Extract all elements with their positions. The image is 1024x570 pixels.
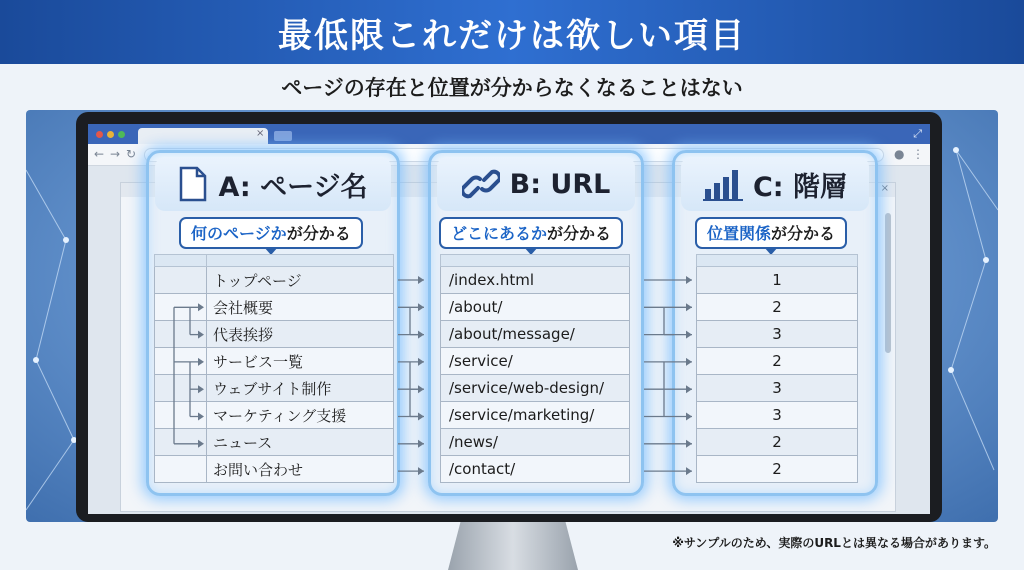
table-row <box>697 321 858 348</box>
url-cell: /service/ <box>441 348 630 375</box>
expand-icon[interactable]: ⤢ <box>913 127 922 140</box>
page-name-cell: トップページ <box>207 267 394 294</box>
table-row <box>697 267 858 294</box>
table-row <box>155 348 394 375</box>
url-table <box>440 254 630 483</box>
level-cell: 3 <box>697 402 858 429</box>
avatar-icon[interactable]: ● <box>894 147 905 161</box>
column-a-label-highlight: 何のページか <box>191 224 287 243</box>
minimize-dot-icon[interactable] <box>107 131 114 138</box>
table-row <box>441 294 630 321</box>
level-cell: 2 <box>697 429 858 456</box>
column-c-label-highlight: 位置関係 <box>707 224 772 243</box>
column-c-label-rest: が分かる <box>771 224 836 243</box>
table-row <box>697 456 858 483</box>
back-arrow-icon[interactable]: ← <box>94 147 105 161</box>
page-name-cell: 代表挨拶 <box>207 321 394 348</box>
column-c-header <box>681 157 869 211</box>
tree-gutter-cell <box>155 402 207 429</box>
column-a-title: A: ページ名 <box>218 171 368 203</box>
link-icon <box>462 166 500 202</box>
tree-gutter-cell <box>155 456 207 483</box>
column-c-label <box>695 217 847 249</box>
band-cell <box>441 255 630 267</box>
table-row <box>155 294 394 321</box>
url-cell: /contact/ <box>441 456 630 483</box>
reload-icon[interactable]: ↻ <box>126 147 137 161</box>
table-row <box>155 375 394 402</box>
page-name-cell: マーケティング支援 <box>207 402 394 429</box>
url-cell: /about/ <box>441 294 630 321</box>
url-cell: /service/marketing/ <box>441 402 630 429</box>
column-a-label-rest: が分かる <box>286 224 351 243</box>
column-b-title: B: URL <box>509 168 611 200</box>
new-tab-button[interactable] <box>274 131 292 141</box>
tree-gutter-cell <box>155 348 207 375</box>
page-name-cell: ニュース <box>207 429 394 456</box>
tree-gutter-cell <box>155 267 207 294</box>
subtitle: ページの存在と位置が分からなくなることはない <box>281 76 743 100</box>
level-cell: 3 <box>697 321 858 348</box>
table-row <box>155 429 394 456</box>
inner-window-close-icon[interactable]: × <box>880 183 889 194</box>
table-row <box>441 456 630 483</box>
url-cell: /about/message/ <box>441 321 630 348</box>
url-cell: /service/web-design/ <box>441 375 630 402</box>
level-cell: 2 <box>697 456 858 483</box>
table-row <box>697 375 858 402</box>
table-row <box>155 321 394 348</box>
table-header-band <box>155 255 394 267</box>
menu-icon[interactable]: ⋮ <box>912 147 924 161</box>
table-row <box>155 402 394 429</box>
document-icon <box>178 166 208 202</box>
tree-gutter-cell <box>155 429 207 456</box>
table-row <box>697 294 858 321</box>
page-name-cell: ウェブサイト制作 <box>207 375 394 402</box>
band-cell <box>155 255 207 267</box>
page-name-table <box>154 254 394 483</box>
column-b-label-rest: が分かる <box>547 224 612 243</box>
table-row <box>697 429 858 456</box>
browser-tab[interactable] <box>138 128 268 144</box>
tab-close-icon[interactable]: × <box>256 128 265 139</box>
table-row <box>441 402 630 429</box>
column-b-label-highlight: どこにあるか <box>451 224 548 243</box>
url-cell: /index.html <box>441 267 630 294</box>
page-title: 最低限これだけは欲しい項目 <box>278 15 746 56</box>
level-table <box>696 254 858 483</box>
level-cell: 2 <box>697 348 858 375</box>
bar-chart-icon <box>703 167 743 201</box>
close-dot-icon[interactable] <box>96 131 103 138</box>
column-a-label <box>179 217 363 249</box>
page-name-cell: お問い合わせ <box>207 456 394 483</box>
band-cell <box>207 255 394 267</box>
table-row <box>441 348 630 375</box>
level-cell: 3 <box>697 375 858 402</box>
table-row <box>697 402 858 429</box>
title-banner <box>0 0 1024 64</box>
table-header-band <box>697 255 858 267</box>
scrollbar[interactable] <box>885 213 891 353</box>
monitor-stand <box>448 520 578 570</box>
table-header-band <box>441 255 630 267</box>
level-cell: 1 <box>697 267 858 294</box>
url-cell: /news/ <box>441 429 630 456</box>
page-name-cell: 会社概要 <box>207 294 394 321</box>
column-b-label <box>439 217 623 249</box>
column-b-header <box>437 157 635 211</box>
table-row <box>697 348 858 375</box>
table-row <box>441 321 630 348</box>
column-a-header <box>155 157 391 211</box>
forward-arrow-icon[interactable]: → <box>110 147 121 161</box>
footnote: ※サンプルのため、実際のURLとは異なる場合があります。 <box>672 536 996 550</box>
column-c-title: C: 階層 <box>752 171 847 203</box>
table-row <box>155 267 394 294</box>
level-cell: 2 <box>697 294 858 321</box>
table-row <box>441 429 630 456</box>
band-cell <box>697 255 858 267</box>
page-name-cell: サービス一覧 <box>207 348 394 375</box>
tree-gutter-cell <box>155 321 207 348</box>
table-row <box>155 456 394 483</box>
table-row <box>441 375 630 402</box>
browser-title-bar <box>88 124 930 144</box>
tree-gutter-cell <box>155 294 207 321</box>
maximize-dot-icon[interactable] <box>118 131 125 138</box>
tree-gutter-cell <box>155 375 207 402</box>
table-row <box>441 267 630 294</box>
